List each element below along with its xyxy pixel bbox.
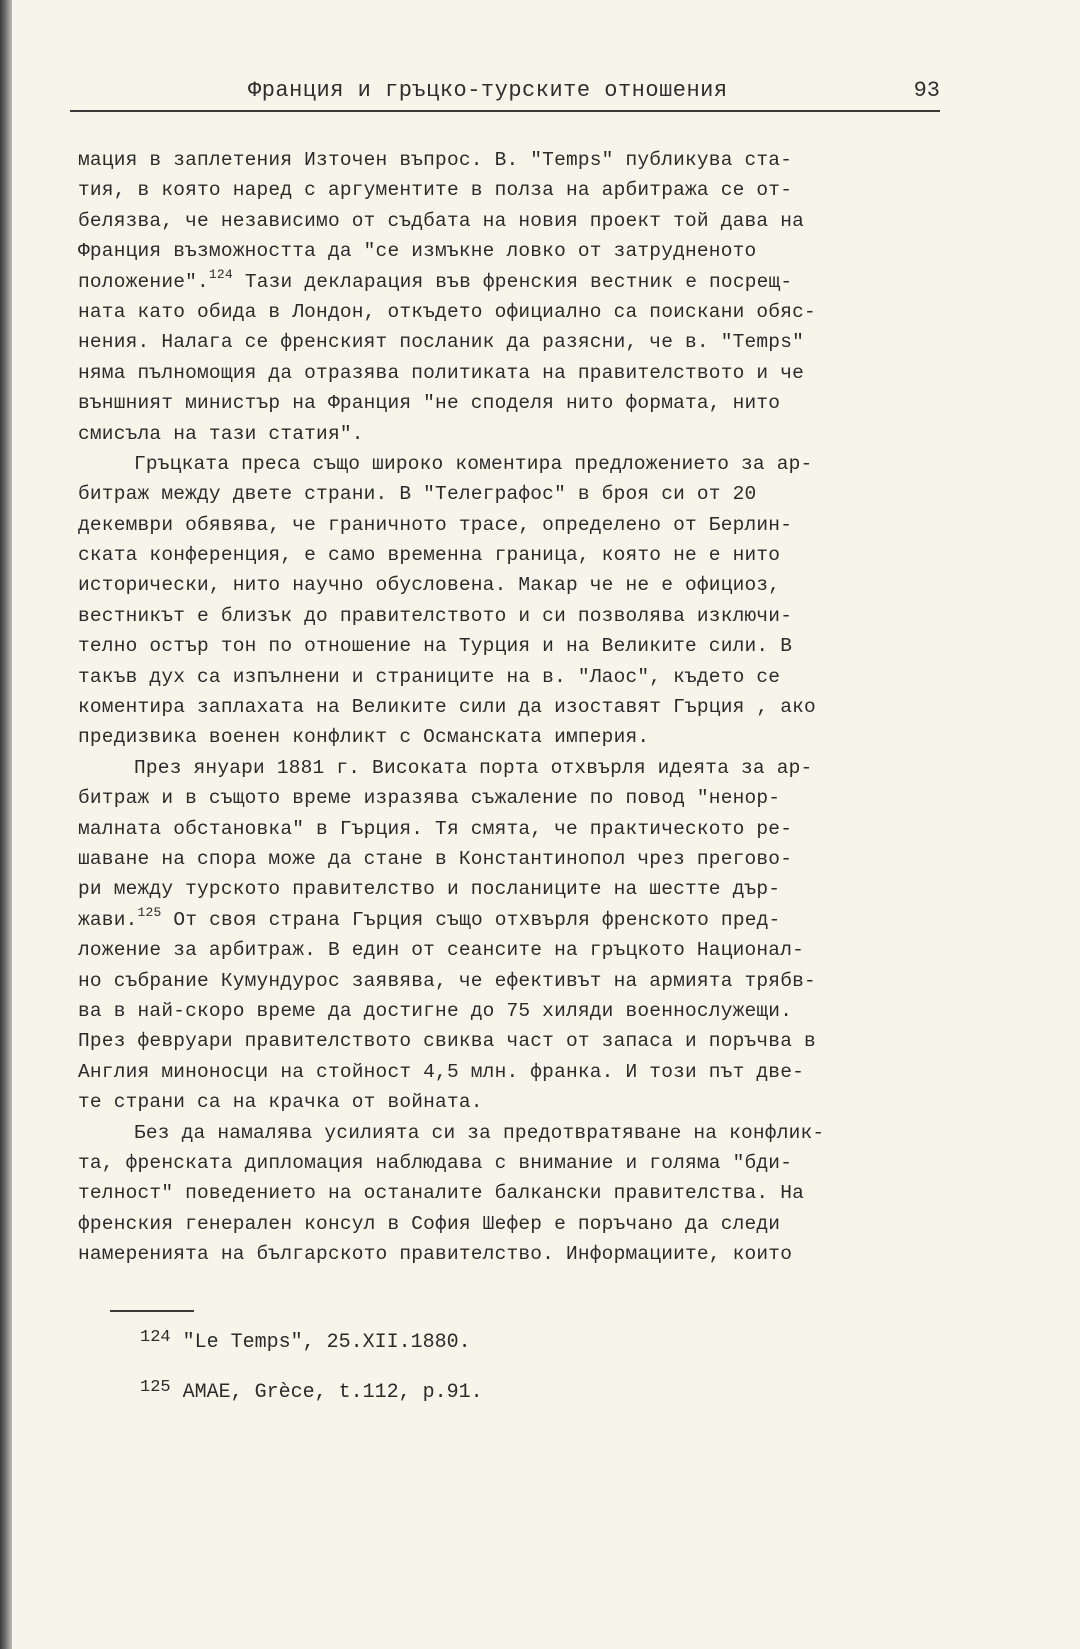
text-line: мация в заплетения Източен въпрос. В. "Temps" публикува ста- — [78, 149, 793, 171]
text-line: но събрание Кумундурос заявява, че ефективът на армията трябв- — [78, 969, 816, 992]
footnote-text: AMAE, Grèce, t.112, p.91. — [182, 1381, 483, 1404]
text-line: Франция възможността да "се измъкне ловко от затрудненото — [78, 240, 757, 263]
footnote-reference: 124 — [208, 266, 233, 282]
text-line: ложение за арбитраж. В един от сеансите на гръцкото Национал- — [78, 939, 805, 962]
text-line: декември обявява, че граничното трасе, определено от Берлин- — [78, 513, 793, 536]
text-line: ри между турското правителство и посланиците на шестте дър- — [78, 878, 781, 901]
text-line — [78, 905, 958, 935]
text-line: исторически, нито научно обусловена. Макар че не е официоз, — [78, 574, 781, 597]
running-head — [70, 78, 940, 108]
line-text: От своя страна Гърция също отхвърля френското пред- — [161, 908, 781, 931]
text-line: Англия миноносци на стойност 4,5 млн. франка. И този път две- — [78, 1060, 805, 1083]
header-rule — [70, 110, 940, 112]
body-text — [78, 145, 958, 1269]
text-line: ската конференция, е само временна граница, която не е нито — [78, 544, 781, 567]
paragraph-first-line: Гръцката преса също широко коментира предложението за ар- — [134, 452, 813, 475]
text-line: битраж между двете страни. В "Телеграфос" в броя си от 20 — [78, 483, 757, 506]
text-line: нения. Налага се френският посланик да разясни, че в. "Temps" — [78, 331, 805, 354]
paragraph-first-line: През януари 1881 г. Високата порта отхвърля идеята за ар- — [134, 756, 813, 779]
text-line: белязва, че независимо от съдбата на новия проект той дава на — [78, 209, 805, 232]
footnote-mark: 124 — [140, 1328, 171, 1347]
footnote-mark: 125 — [140, 1378, 171, 1397]
line-text: Тази декларация във френския вестник е посрещ- — [232, 270, 793, 293]
line-text: положение". — [78, 270, 209, 293]
text-line: те страни са на крачка от войната. — [78, 1091, 483, 1114]
paragraph-first-line: Без да намалява усилията си за предотвратяване на конфлик- — [134, 1121, 825, 1144]
text-line: смисъла на тази статия". — [78, 422, 364, 445]
text-line: битраж и в същото време изразява съжаление по повод "ненор- — [78, 787, 781, 810]
text-line: ва в най-скоро време да достигне до 75 хиляди военнослужещи. — [78, 999, 793, 1022]
text-line: та, френската дипломация наблюдава с внимание и голяма "бди- — [78, 1151, 793, 1174]
footnotes — [140, 1318, 840, 1418]
footnote-reference: 125 — [137, 904, 162, 920]
book-spine-shadow — [0, 0, 12, 1649]
text-line: шаване на спора може да стане в Константинопол чрез прегово- — [78, 847, 793, 870]
page-number: 93 — [913, 78, 940, 103]
footnote-text: "Le Temps", 25.XII.1880. — [182, 1331, 471, 1354]
text-line: няма пълномощия да отразява политиката на правителството и че — [78, 361, 805, 384]
footnote-rule — [110, 1310, 194, 1312]
line-text: жави. — [78, 908, 138, 931]
text-line: вестникът е близък до правителството и си позволява изключи- — [78, 604, 793, 627]
text-line: малната обстановка" в Гърция. Тя смята, че практическото ре- — [78, 817, 793, 840]
text-line: През февруари правителството свиква част от запаса и поръчва в — [78, 1030, 816, 1053]
text-line: френския генерален консул в София Шефер е поръчано да следи — [78, 1212, 781, 1235]
text-line: коментира заплахата на Великите сили да изоставят Гърция , ако — [78, 696, 816, 719]
text-line: тия, в която наред с аргументите в полза на арбитража се от- — [78, 179, 793, 202]
footnote-125 — [140, 1368, 840, 1418]
text-line: телно остър тон по отношение на Турция и на Великите сили. В — [78, 635, 793, 658]
text-line: намеренията на българското правителство. Информациите, които — [78, 1243, 793, 1266]
text-line: телност" поведението на останалите балкански правителства. На — [78, 1182, 805, 1205]
text-line: такъв дух са изпълнени и страниците на в. "Лаос", където се — [78, 665, 781, 688]
footnote-124 — [140, 1318, 840, 1368]
running-title: Франция и гръцко-турските отношения — [248, 78, 728, 103]
text-line: външният министър на Франция "не споделя нито формата, нито — [78, 392, 781, 415]
text-line: предизвика военен конфликт с Османската империя. — [78, 726, 650, 749]
text-line: ната като обида в Лондон, откъдето официално са поискани обяс- — [78, 300, 816, 323]
text-line — [78, 267, 958, 297]
